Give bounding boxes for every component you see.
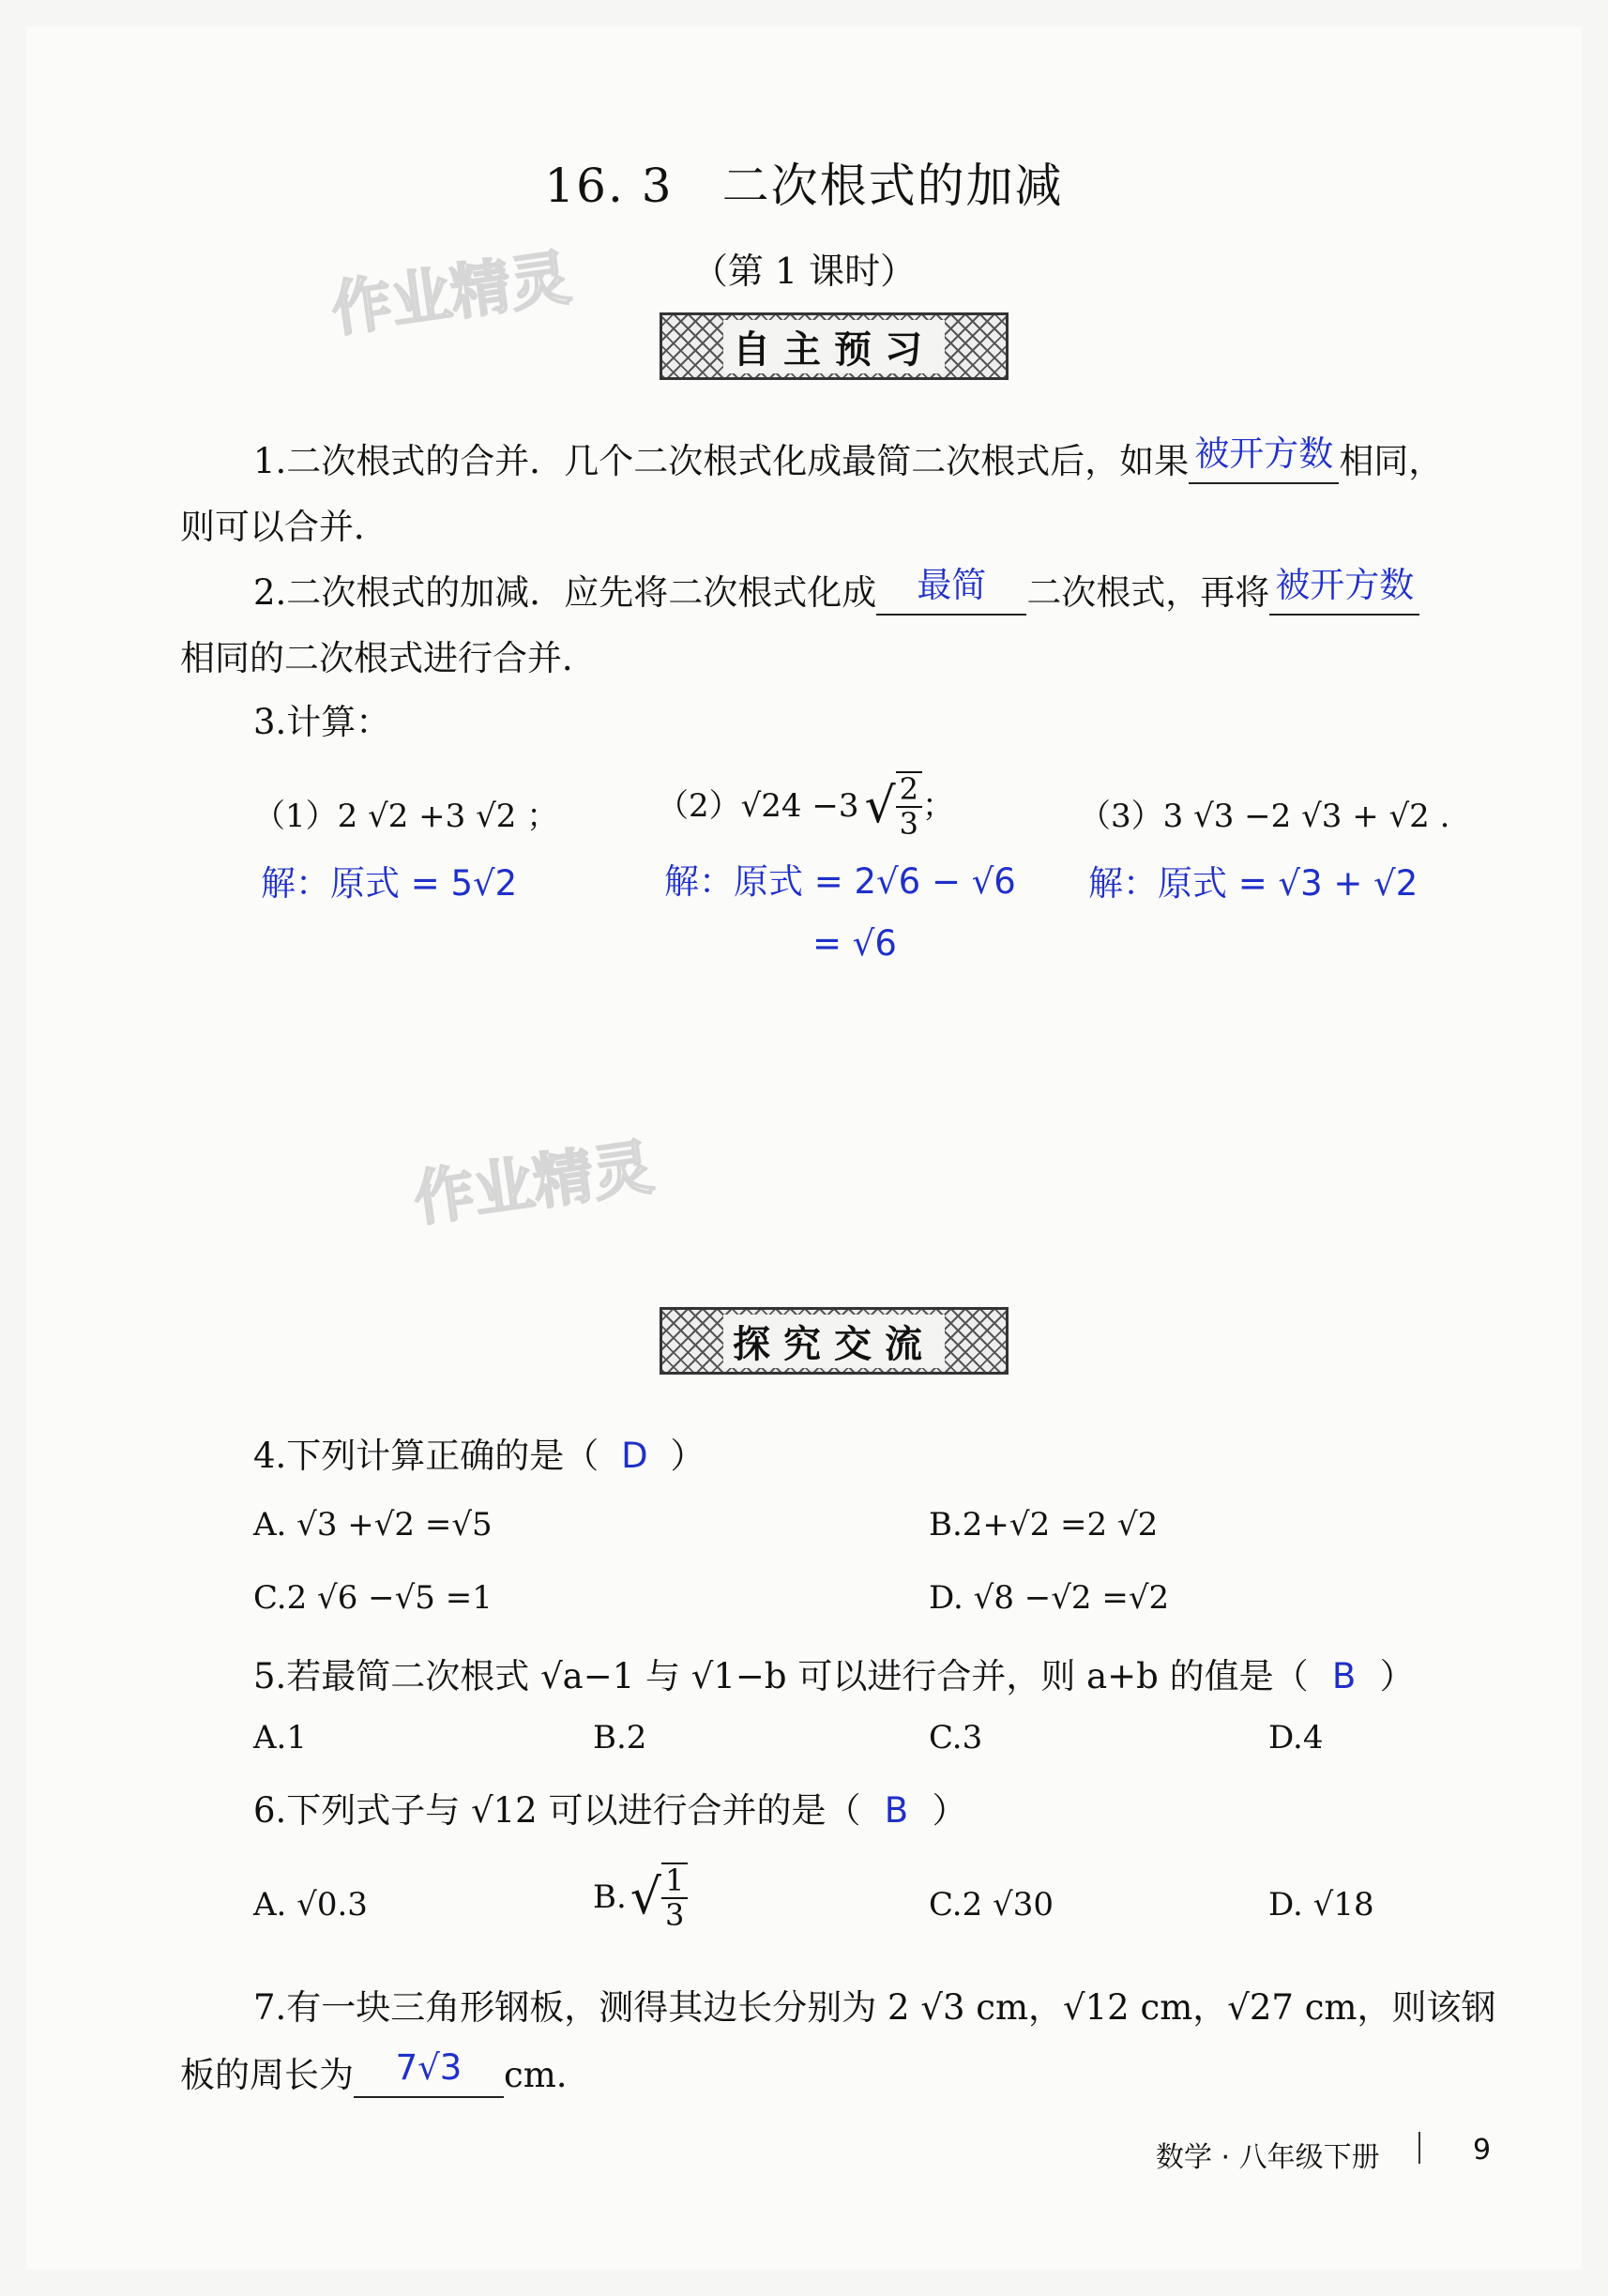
question-2-line-2: 相同的二次根式进行合并． [180,638,597,678]
question-4-option-a: A. √3 +√2 =√5 [253,1506,493,1543]
question-4-stem [253,1436,705,1477]
question-5-option-b: B.2 [593,1719,647,1756]
question-3-part-3: （3）3 √3 −2 √3 + √2 . [1079,798,1450,835]
fraction-numerator: 2 [896,773,922,808]
question-1-blank [1189,433,1339,484]
lesson-subtitle: （第 1 课时） [691,251,917,292]
section-banner-preview [660,312,1009,380]
question-3-solution-2-line-2: = √6 [812,923,897,964]
question-3-solution-3: 解：原式 = √3 + √2 [1088,863,1418,904]
question-7-blank [354,2047,504,2098]
sqrt-symbol-icon: √ [630,1868,661,1925]
question-5-answer: B [1331,1656,1357,1696]
fraction-denominator: 3 [664,1897,685,1934]
question-3-part-2-fraction [896,771,922,841]
question-2-answer-2: 被开方数 [1275,565,1415,605]
question-3-solution-2-line-1: 解：原式 = 2√6 − √6 [664,861,1016,902]
question-1-text: 1.二次根式的合并．几个二次根式化成最简二次根式后，如果 [253,441,1190,481]
question-6-option-b-fraction [661,1863,688,1932]
question-4-answer: D [621,1436,648,1476]
question-7-text: 板的周长为 [180,2055,354,2095]
fraction-denominator: 3 [899,806,918,843]
question-3-part-1: （1）2 √2 +3 √2 ； [253,798,559,835]
question-4-option-d: D. √8 −√2 =√2 [929,1579,1170,1617]
question-2-text: 2.二次根式的加减．应先将二次根式化成 [253,572,877,613]
question-2-text-middle: 二次根式，再将 [1026,572,1270,613]
section-banner-label: 自主预习 [723,320,945,373]
page-title: 16. 3 二次根式的加减 [544,159,1064,213]
watermark-top: 作业精灵 [326,243,575,346]
question-4-text: 4.下列计算正确的是（ [253,1436,599,1476]
question-3-label: 3.计算： [253,702,391,742]
question-6-option-b-label: B. [593,1878,627,1916]
question-1-text-after: 相同， [1339,441,1444,481]
question-7-text-after: cm. [504,2055,568,2095]
footer-separator [1418,2132,1420,2164]
question-6-option-a: A. √0.3 [253,1886,368,1923]
question-6-option-d: D. √18 [1268,1886,1374,1923]
question-7-line-1: 7.有一块三角形钢板，测得其边长分别为 2 √3 cm，√12 cm，√27 cm，则该钢 [253,1987,1496,2028]
question-2-answer-1: 最简 [917,565,987,605]
question-1-answer: 被开方数 [1194,433,1334,474]
question-5-text: 5.若最简二次根式 √a−1 与 √1−b 可以进行合并，则 a+b 的值是（ [253,1656,1309,1696]
question-6-option-b [593,1863,688,1932]
question-6-text: 6.下列式子与 √12 可以进行合并的是（ [253,1790,861,1831]
footer-page-number: 9 [1473,2134,1492,2167]
question-6-option-c: C.2 √30 [929,1886,1054,1923]
question-3-part-2 [657,771,954,841]
question-6-stem [253,1790,966,1832]
section-banner-label: 探究交流 [723,1315,945,1368]
question-6-answer: B [884,1790,909,1831]
question-3-solution-1: 解：原式 = 5√2 [261,863,518,904]
question-3-part-2-expr: （2）√24 −3 [657,786,859,825]
question-3-part-2-end: ； [922,786,954,825]
question-1-line-1 [253,433,1444,484]
footer-book-title: 数学 · 八年级下册 [1156,2141,1380,2174]
question-1-line-2: 则可以合并． [180,507,388,547]
question-5-stem [253,1656,1415,1697]
section-banner-explore [660,1307,1009,1375]
question-6-close: ） [932,1790,967,1831]
question-5-option-c: C.3 [929,1719,983,1756]
question-4-option-c: C.2 √6 −√5 =1 [253,1579,493,1617]
question-5-option-d: D.4 [1268,1719,1324,1756]
fraction-numerator: 1 [661,1864,688,1899]
question-2-blank-2 [1269,565,1419,616]
question-5-option-a: A.1 [253,1719,307,1756]
question-2-blank-1 [876,565,1026,616]
question-5-close: ） [1379,1656,1415,1696]
question-7-answer: 7√3 [395,2047,463,2088]
question-4-option-b: B.2+√2 =2 √2 [929,1506,1159,1543]
question-2-line-1 [253,565,1419,616]
question-4-close: ） [670,1436,705,1476]
watermark-middle: 作业精灵 [409,1133,658,1236]
question-7-line-2 [180,2047,568,2098]
sqrt-symbol-icon: √ [864,777,896,834]
